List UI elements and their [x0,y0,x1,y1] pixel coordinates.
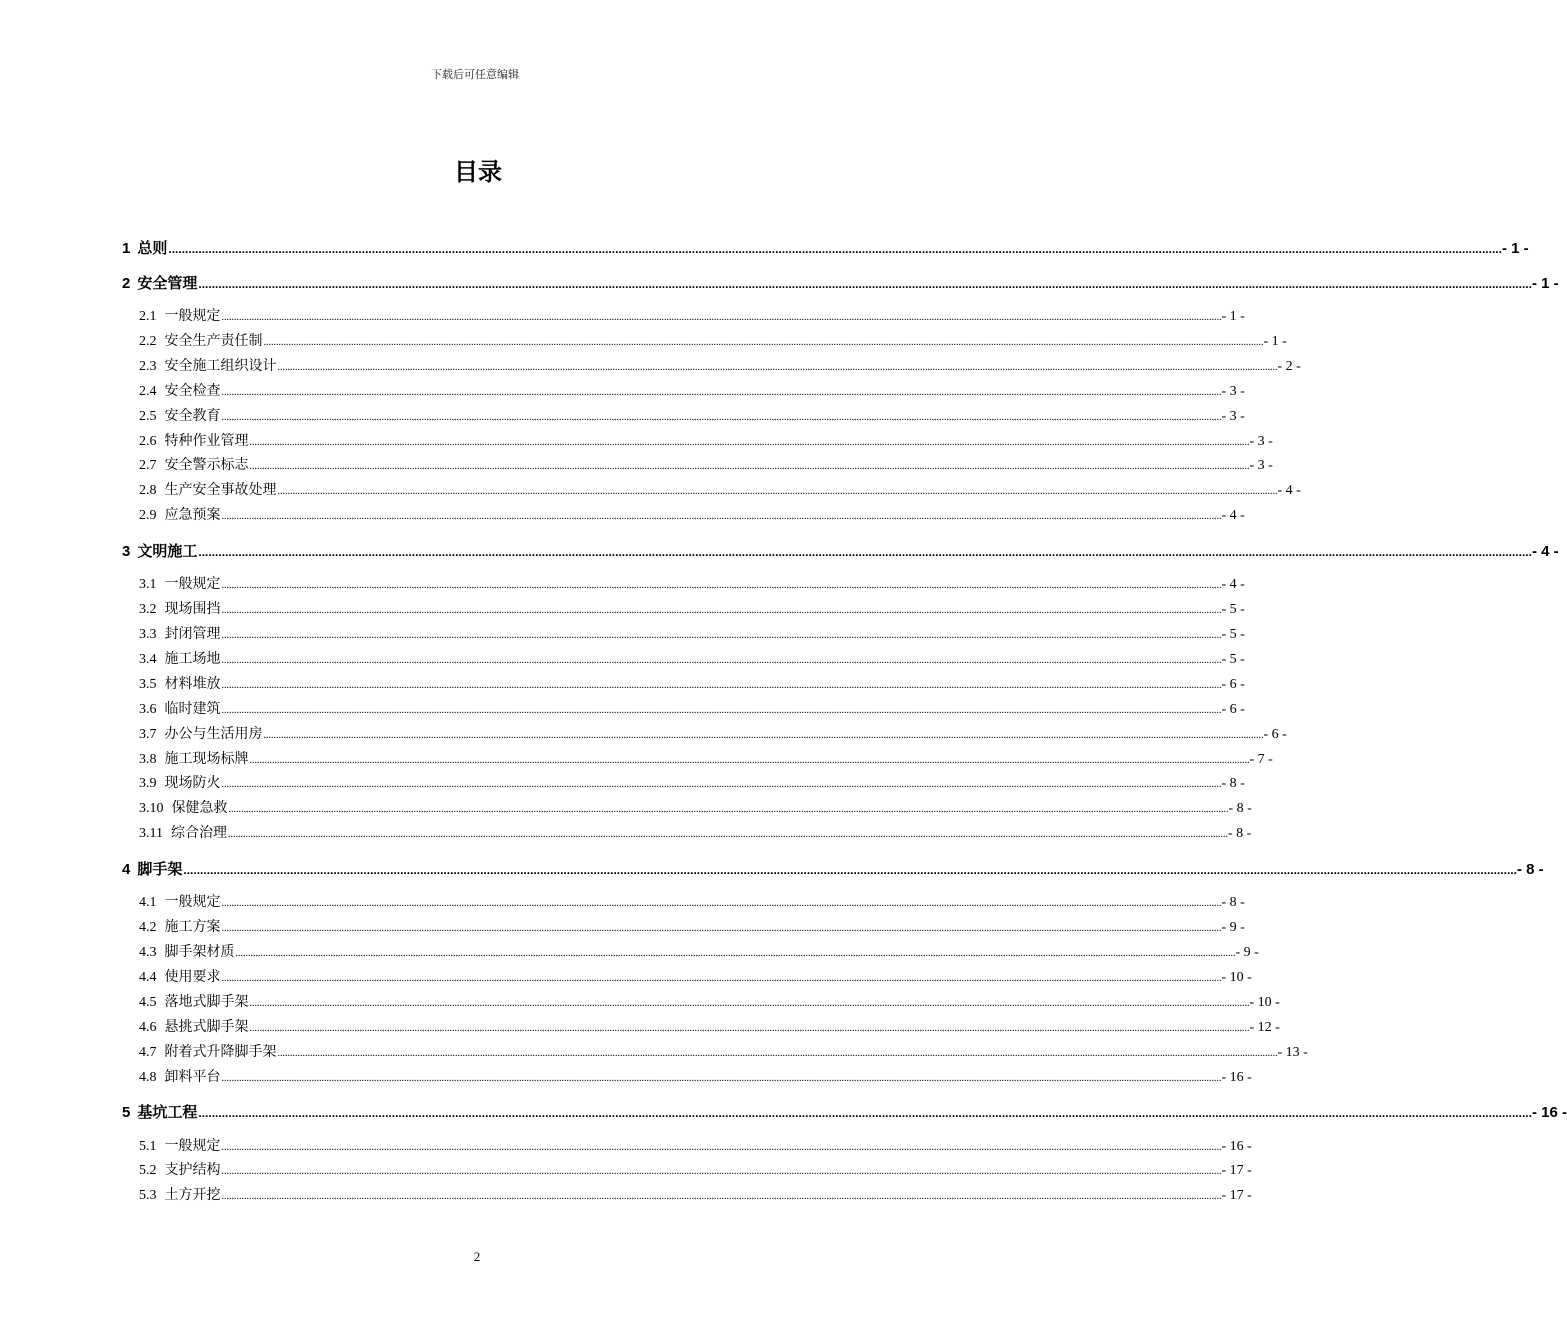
toc-entry-page: - 6 - [1263,726,1287,742]
toc-entry-label: 临时建筑 [164,701,221,717]
toc-leader-dots: ................................................................................................................................................................................................................................................................................................................................................................................................................ [249,754,1250,766]
toc-entry-page: - 1 - [1263,333,1287,349]
toc-section-entry[interactable] [139,598,1245,618]
toc-entry-number: 5 [122,1104,131,1121]
toc-entry-label: 使用要求 [164,969,221,985]
toc-entry-label: 封闭管理 [164,627,221,642]
toc-entry-number: 3.6 [139,701,157,717]
toc-leader-dots: ................................................................................................................................................................................................................................................................................................................................................................................................................ [249,436,1250,448]
toc-section-entry[interactable] [139,723,1287,743]
toc-entry-page: - 3 - [1221,408,1245,424]
toc-entry-number: 2.2 [139,333,157,349]
toc-section-entry[interactable] [139,698,1245,718]
toc-entry-label: 生产安全事故处理 [164,483,277,499]
toc-leader-dots: ................................................................................................................................................................................................................................................................................................................................................................................................................ [235,948,1236,959]
toc-entry-page: - 16 - [1221,1069,1252,1085]
toc-section-entry[interactable] [139,1041,1308,1061]
toc-entry-page: - 1 - [1221,309,1245,324]
toc-leader-dots: ................................................................................................................................................................................................................................................................................................................................................................................................................ [277,1047,1278,1059]
toc-entry-number: 3.5 [139,676,157,692]
toc-chapter-entry[interactable] [122,272,1559,293]
toc-entry-page: - 8 - [1221,776,1245,792]
toc-entry-label: 施工场地 [164,651,221,667]
toc-leader-dots: ................................................................................................................................................................................................................................................................................................................................................................................................................ [221,898,1222,910]
toc-section-entry[interactable] [139,380,1245,400]
toc-section-entry[interactable] [139,305,1245,325]
toc-entry-label: 安全检查 [164,383,221,399]
toc-entry-number: 2 [122,274,131,292]
toc-section-entry[interactable] [139,891,1245,911]
toc-leader-dots: ................................................................................................................................................................................................................................................................................................................................................................................................................ [221,580,1222,592]
toc-entry-page: - 7 - [1249,751,1273,767]
toc-entry-label: 现场围挡 [164,602,221,618]
toc-entry-number: 3.2 [139,602,157,618]
toc-entry-page: - 8 - [1516,860,1544,878]
toc-entry-label: 材料堆放 [164,676,221,692]
toc-entry-label: 悬挑式脚手架 [164,1019,249,1035]
toc-section-entry[interactable] [139,623,1245,643]
toc-entry-page: - 12 - [1249,1019,1280,1035]
toc-entry-label: 支护结构 [164,1163,221,1179]
toc-entry-page: - 1 - [1531,274,1559,292]
toc-entry-label: 安全教育 [164,408,221,424]
toc-section-entry[interactable] [139,797,1252,817]
toc-section-entry[interactable] [139,916,1245,936]
toc-entry-label: 脚手架 [137,860,183,878]
toc-entry-label: 一般规定 [164,309,221,324]
toc-entry-label: 应急预案 [164,508,221,524]
toc-leader-dots: ................................................................................................................................................................................................................................................................................................................................................................................................................ [221,654,1222,666]
toc-entry-label: 综合治理 [170,826,227,842]
toc-leader-dots: ................................................................................................................................................................................................................................................................................................................................................................................................................ [228,804,1229,816]
toc-entry-label: 基坑工程 [137,1104,198,1121]
toc-entry-label: 安全生产责任制 [164,333,263,349]
toc-entry-number: 2.6 [139,433,157,449]
toc-entry-number: 4.2 [139,920,157,936]
toc-section-entry[interactable] [139,479,1301,499]
toc-entry-page: - 1 - [1501,240,1529,257]
toc-entry-number: 2.8 [139,483,157,499]
toc-leader-dots: ................................................................................................................................................................................................................................................................................................................................................................................................................ [198,544,1532,559]
toc-entry-label: 安全管理 [137,274,198,292]
page-number: 2 [473,1249,481,1264]
toc-section-entry[interactable] [139,648,1245,668]
toc-section-entry[interactable] [139,991,1280,1011]
toc-entry-page: - 6 - [1221,676,1245,692]
toc-section-entry[interactable] [139,941,1259,961]
toc-entry-number: 2.1 [139,309,157,324]
toc-entry-page: - 5 - [1221,627,1245,642]
toc-entry-label: 卸料平台 [164,1069,221,1085]
toc-leader-dots: ................................................................................................................................................................................................................................................................................................................................................................................................................ [183,862,1517,877]
toc-leader-dots: ................................................................................................................................................................................................................................................................................................................................................................................................................ [221,1166,1222,1178]
toc-entry-page: - 5 - [1221,602,1245,618]
toc-leader-dots: ................................................................................................................................................................................................................................................................................................................................................................................................................ [221,704,1222,716]
toc-leader-dots: ................................................................................................................................................................................................................................................................................................................................................................................................................ [221,1141,1222,1153]
toc-entry-page: - 17 - [1221,1163,1252,1179]
toc-entry-label: 一般规定 [164,577,221,593]
toc-entry-number: 4.8 [139,1069,157,1085]
toc-entry-label: 附着式升降脚手架 [164,1044,277,1060]
toc-chapter-entry[interactable] [122,858,1544,879]
toc-entry-page: - 13 - [1277,1044,1308,1060]
toc-entry-label: 脚手架材质 [164,945,235,960]
toc-leader-dots: ................................................................................................................................................................................................................................................................................................................................................................................................................ [221,923,1222,935]
toc-entry-number: 3.10 [139,801,164,817]
toc-entry-number: 5.1 [139,1138,157,1154]
toc-entry-number: 2.9 [139,508,157,524]
toc-entry-page: - 4 - [1221,508,1245,524]
toc-entry-number: 4 [122,860,131,878]
toc-entry-number: 5.2 [139,1163,157,1179]
toc-entry-label: 施工现场标牌 [164,751,249,767]
toc-leader-dots: ................................................................................................................................................................................................................................................................................................................................................................................................................ [198,1106,1532,1120]
toc-entry-page: - 16 - [1221,1138,1252,1154]
toc-entry-number: 2.4 [139,383,157,399]
toc-section-entry[interactable] [139,355,1301,375]
toc-leader-dots: ................................................................................................................................................................................................................................................................................................................................................................................................................ [168,242,1502,256]
toc-leader-dots: ................................................................................................................................................................................................................................................................................................................................................................................................................ [221,630,1222,641]
toc-leader-dots: ................................................................................................................................................................................................................................................................................................................................................................................................................ [198,276,1532,291]
toc-entry-page: - 10 - [1249,994,1280,1010]
toc-section-entry[interactable] [139,330,1287,350]
toc-chapter-entry[interactable] [122,237,1529,258]
toc-leader-dots: ................................................................................................................................................................................................................................................................................................................................................................................................................ [221,605,1222,617]
toc-entry-label: 总则 [137,240,168,257]
toc-entry-page: - 4 - [1531,542,1559,560]
toc-entry-label: 现场防火 [164,776,221,792]
toc-section-entry[interactable] [139,1066,1252,1086]
toc-entry-number: 3.7 [139,726,157,742]
toc-entry-page: - 8 - [1228,801,1252,817]
toc-entry-label: 一般规定 [164,895,221,911]
page-title: 目录 [454,158,502,186]
toc-entry-number: 2.5 [139,408,157,424]
toc-entry-page: - 9 - [1221,920,1245,936]
toc-entry-page: - 8 - [1227,826,1252,842]
toc-leader-dots: ................................................................................................................................................................................................................................................................................................................................................................................................................ [263,336,1264,348]
toc-entry-page: - 10 - [1221,969,1252,985]
toc-entry-page: - 4 - [1277,483,1301,499]
toc-entry-number: 3.3 [139,627,157,642]
toc-entry-number: 5.3 [139,1188,157,1204]
toc-section-entry[interactable] [139,454,1273,474]
toc-leader-dots: ................................................................................................................................................................................................................................................................................................................................................................................................................ [221,779,1222,791]
toc-section-entry[interactable] [139,405,1245,425]
toc-entry-label: 办公与生活用房 [164,726,263,742]
toc-section-entry[interactable] [139,772,1245,792]
toc-leader-dots: ................................................................................................................................................................................................................................................................................................................................................................................................................ [221,1072,1222,1084]
toc-section-entry[interactable] [139,504,1245,524]
toc-leader-dots: ................................................................................................................................................................................................................................................................................................................................................................................................................ [221,312,1222,323]
toc-leader-dots: ................................................................................................................................................................................................................................................................................................................................................................................................................ [221,511,1222,523]
toc-entry-number: 2.3 [139,358,157,374]
page-header: 下载后可任意编辑 [431,68,519,81]
toc-leader-dots: ................................................................................................................................................................................................................................................................................................................................................................................................................ [249,1022,1250,1034]
toc-entry-page: - 5 - [1221,651,1245,667]
toc-section-entry[interactable] [139,573,1245,593]
toc-entry-page: - 16 - [1531,1104,1567,1121]
toc-leader-dots: ................................................................................................................................................................................................................................................................................................................................................................................................................ [221,411,1222,423]
toc-entry-page: - 8 - [1221,895,1245,911]
toc-leader-dots: ................................................................................................................................................................................................................................................................................................................................................................................................................ [221,679,1222,691]
toc-entry-number: 3 [122,542,131,560]
toc-entry-label: 特种作业管理 [164,433,249,449]
toc-entry-page: - 17 - [1221,1188,1252,1204]
toc-leader-dots: ................................................................................................................................................................................................................................................................................................................................................................................................................ [277,361,1278,373]
toc-section-entry[interactable] [139,1016,1280,1036]
toc-section-entry[interactable] [139,748,1273,768]
toc-entry-number: 4.1 [139,895,157,911]
toc-leader-dots: ................................................................................................................................................................................................................................................................................................................................................................................................................ [221,972,1222,984]
toc-section-entry[interactable] [139,430,1273,450]
toc-entry-number: 3.8 [139,751,157,767]
toc-entry-label: 安全施工组织设计 [164,358,277,374]
toc-section-entry[interactable] [139,673,1245,693]
toc-entry-number: 3.11 [139,826,163,842]
toc-entry-label: 土方开挖 [164,1188,221,1204]
toc-entry-number: 4.4 [139,969,157,985]
toc-leader-dots: ................................................................................................................................................................................................................................................................................................................................................................................................................ [221,1191,1222,1203]
toc-leader-dots: ................................................................................................................................................................................................................................................................................................................................................................................................................ [221,386,1222,398]
toc-section-entry[interactable] [139,1159,1252,1179]
toc-entry-label: 安全警示标志 [164,458,249,474]
toc-leader-dots: ................................................................................................................................................................................................................................................................................................................................................................................................................ [227,829,1228,841]
toc-entry-number: 4.6 [139,1019,157,1035]
toc-leader-dots: ................................................................................................................................................................................................................................................................................................................................................................................................................ [263,729,1264,741]
toc-entry-page: - 2 - [1277,358,1301,374]
toc-entry-page: - 3 - [1249,433,1273,449]
toc-entry-label: 文明施工 [137,542,198,560]
toc-entry-page: - 4 - [1221,577,1245,593]
toc-entry-number: 1 [122,240,131,257]
toc-chapter-entry[interactable] [122,1101,1567,1122]
toc-leader-dots: ................................................................................................................................................................................................................................................................................................................................................................................................................ [277,486,1278,498]
toc-entry-label: 保健急救 [171,801,228,817]
toc-entry-number: 3.4 [139,651,157,667]
toc-section-entry[interactable] [139,1184,1252,1204]
toc-entry-label: 一般规定 [164,1138,221,1154]
toc-chapter-entry[interactable] [122,540,1559,561]
toc-entry-page: - 9 - [1235,945,1259,960]
toc-entry-number: 4.5 [139,994,157,1010]
toc-section-entry[interactable] [139,822,1252,842]
toc-entry-label: 落地式脚手架 [164,994,249,1010]
toc-entry-number: 4.7 [139,1044,157,1060]
toc-entry-number: 3.1 [139,577,157,593]
toc-entry-page: - 3 - [1249,458,1273,474]
toc-entry-number: 4.3 [139,945,157,960]
toc-entry-number: 2.7 [139,458,157,474]
toc-entry-number: 3.9 [139,776,157,792]
toc-entry-page: - 3 - [1221,383,1245,399]
toc-leader-dots: ................................................................................................................................................................................................................................................................................................................................................................................................................ [249,461,1250,473]
toc-entry-label: 施工方案 [164,920,221,936]
toc-entry-page: - 6 - [1221,701,1245,717]
toc-section-entry[interactable] [139,966,1252,986]
toc-section-entry[interactable] [139,1135,1252,1155]
toc-leader-dots: ................................................................................................................................................................................................................................................................................................................................................................................................................ [249,997,1250,1009]
